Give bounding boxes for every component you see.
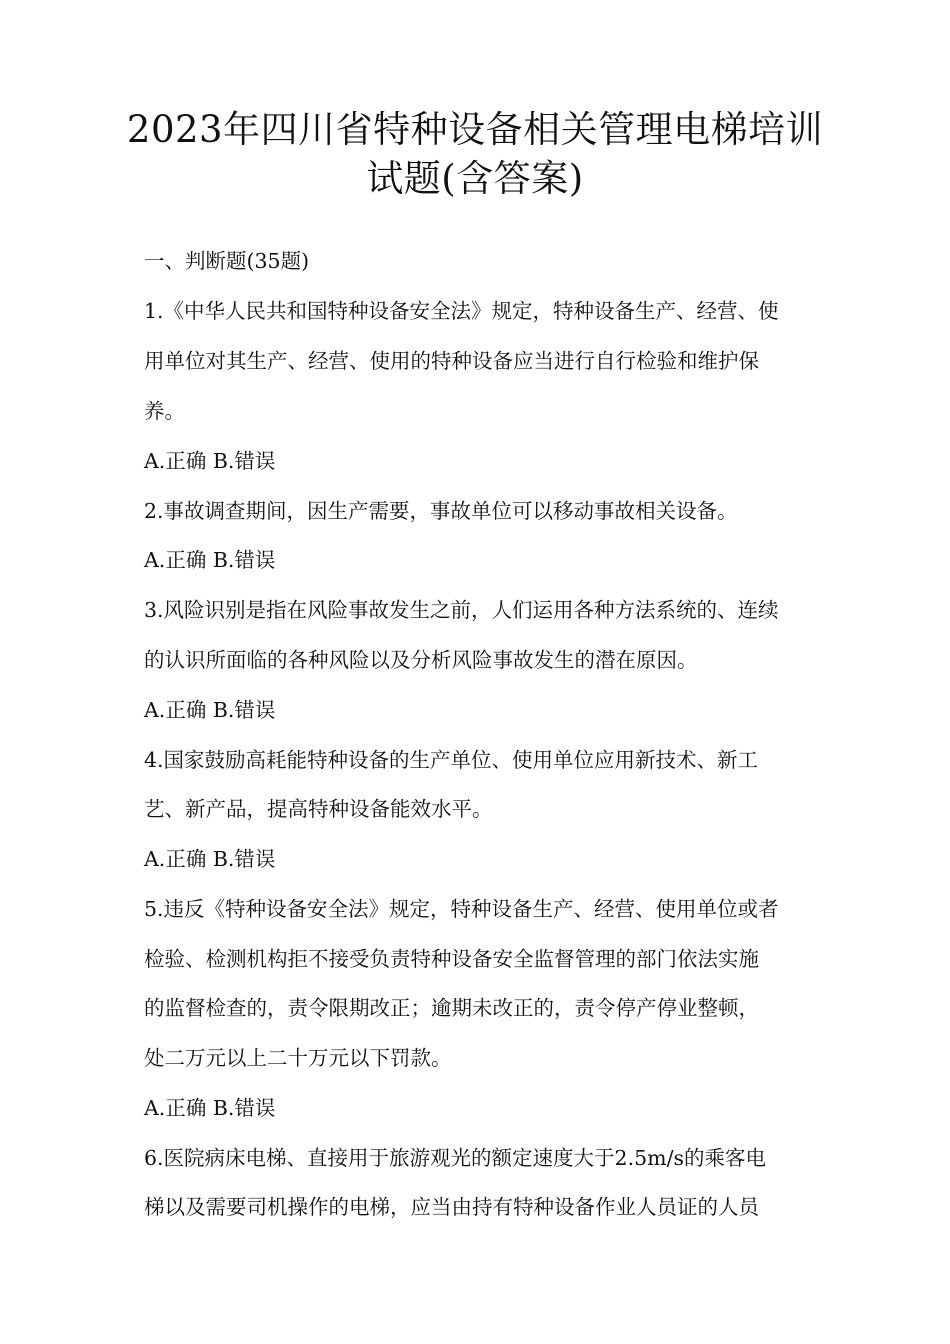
- question-3-line-1: 3.风险识别是指在风险事故发生之前，人们运用各种方法系统的、连续: [144, 598, 779, 622]
- question-5-options: A.正确 B.错误: [144, 1096, 276, 1120]
- question-5-line-4: 处二万元以上二十万元以下罚款。: [144, 1046, 452, 1070]
- question-4-options: A.正确 B.错误: [144, 847, 276, 871]
- document-title-line-2: 试题(含答案): [366, 157, 584, 200]
- question-1-line-3: 养。: [144, 399, 185, 423]
- question-1-line-2: 用单位对其生产、经营、使用的特种设备应当进行自行检验和维护保: [144, 349, 759, 373]
- question-4-line-2: 艺、新产品，提高特种设备能效水平。: [144, 797, 493, 821]
- question-3-line-2: 的认识所面临的各种风险以及分析风险事故发生的潜在原因。: [144, 648, 698, 672]
- question-2-line-1: 2.事故调查期间，因生产需要，事故单位可以移动事故相关设备。: [144, 499, 738, 523]
- question-6-line-1: 6.医院病床电梯、直接用于旅游观光的额定速度大于2.5m/s的乘客电: [144, 1146, 767, 1170]
- question-2-options: A.正确 B.错误: [144, 548, 276, 572]
- question-1-line-1: 1.《中华人民共和国特种设备安全法》规定，特种设备生产、经营、使: [144, 299, 779, 323]
- question-5-line-3: 的监督检查的，责令限期改正；逾期未改正的，责令停产停业整顿，: [144, 996, 759, 1020]
- document-title-line-1: 2023年四川省特种设备相关管理电梯培训: [126, 108, 824, 151]
- question-5-line-1: 5.违反《特种设备安全法》规定，特种设备生产、经营、使用单位或者: [144, 897, 779, 921]
- question-6-line-2: 梯以及需要司机操作的电梯，应当由持有特种设备作业人员证的人员: [144, 1195, 759, 1219]
- section-heading: 一、判断题(35题): [144, 249, 310, 273]
- question-5-line-2: 检验、检测机构拒不接受负责特种设备安全监督管理的部门依法实施: [144, 947, 759, 971]
- question-3-options: A.正确 B.错误: [144, 698, 276, 722]
- question-1-options: A.正确 B.错误: [144, 449, 276, 473]
- question-4-line-1: 4.国家鼓励高耗能特种设备的生产单位、使用单位应用新技术、新工: [144, 748, 759, 772]
